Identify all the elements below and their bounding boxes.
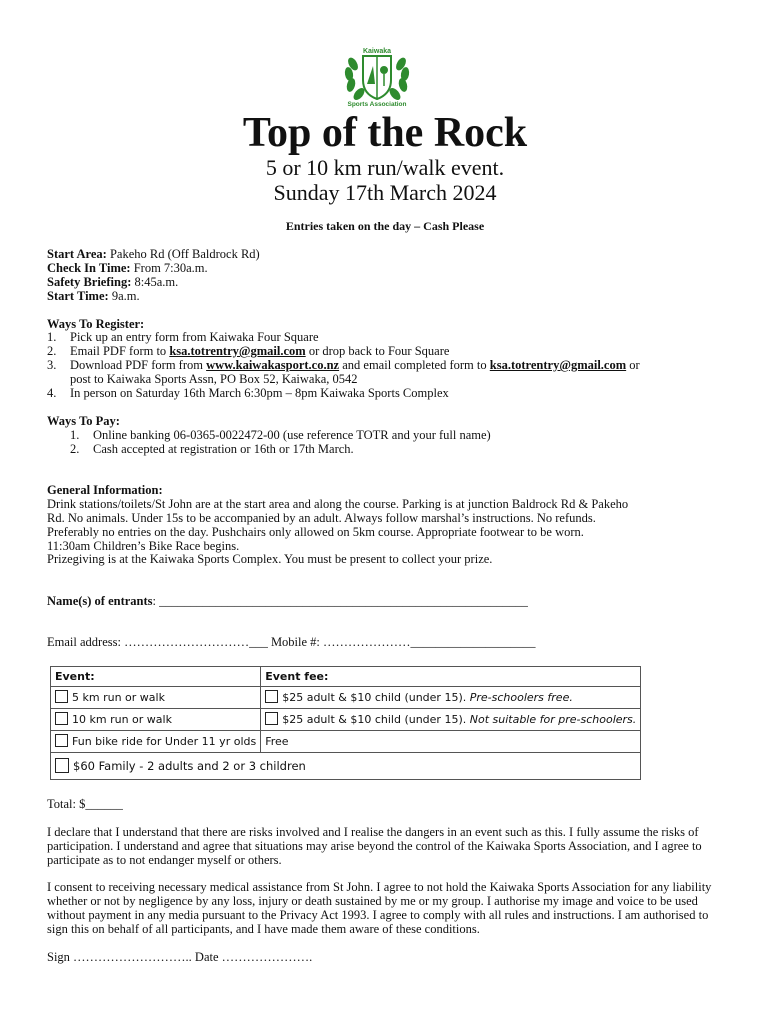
event-header: Event: — [51, 667, 261, 687]
table-row — [51, 709, 641, 731]
table-row — [51, 731, 641, 753]
register-email-link-2[interactable]: ksa.totrentry@gmail.com — [489, 358, 627, 372]
family-option[interactable]: $60 Family - 2 adults and 2 or 3 children — [51, 753, 641, 780]
declaration-text: I declare that I understand that there are risks involved and I realise the dangers in an event such as this. I fully assume the risks of participation. I understand and agree that situations may arise beyond the control of the Kaiwaka Sports Association, and I agree to participate as to not endanger myself or others. — [47, 825, 702, 867]
fee-10km[interactable]: $25 adult & $10 child (under 15). Not suitable for pre-schoolers. — [261, 709, 641, 731]
general-heading: General Information: — [47, 483, 163, 497]
pay-item-1: 1. Online banking 06-0365-0022472-00 (use reference TOTR and your full name) — [70, 428, 491, 442]
entries-note: Entries taken on the day – Cash Please — [285, 219, 485, 233]
email-mobile-field[interactable]: Email address: …………………………___ Mobile #: …………………____________________ — [47, 635, 536, 649]
kaiwaka-sports-logo — [339, 44, 415, 108]
event-table — [50, 666, 641, 780]
register-item-4: 4. In person on Saturday 16th March 6:30pm – 8pm Kaiwaka Sports Complex — [47, 386, 449, 400]
fee-5km[interactable]: $25 adult & $10 child (under 15). Pre-schoolers free. — [261, 687, 641, 709]
event-date: Sunday 17th March 2024 — [273, 180, 497, 205]
table-row-family — [51, 753, 641, 780]
website-link[interactable]: www.kaiwakasport.co.nz — [206, 358, 340, 372]
event-5km[interactable]: 5 km run or walk — [51, 687, 261, 709]
register-heading: Ways To Register: — [47, 317, 145, 331]
sign-date-field[interactable]: Sign ……………………….. Date …………………. — [47, 950, 313, 964]
register-item-3: 3. Download PDF form from www.kaiwakasport.co.nz and email completed form to ksa.totrentry@gmail.com or — [47, 358, 640, 372]
general-line: Drink stations/toilets/St John are at the start area and along the course. Parking is at junction Baldrock Rd & Pakeho — [47, 497, 629, 511]
logo-bottom-text: Sports Association — [347, 101, 407, 108]
general-line: Prizegiving is at the Kaiwaka Sports Complex. You must be present to collect your prize. — [47, 552, 493, 566]
event-10km[interactable]: 10 km run or walk — [51, 709, 261, 731]
page-title: Top of the Rock — [242, 110, 528, 156]
detail-start-area: Start Area: Pakeho Rd (Off Baldrock Rd) — [47, 247, 260, 261]
detail-check-in: Check In Time: From 7:30a.m. — [47, 261, 208, 275]
consent-text: I consent to receiving necessary medical assistance from St John. I agree to not hold the Kaiwaka Sports Association for any liability whether or not by negligence by any loss, injury or death sustained by me or my group. I authorise my image and voice to be used without payment in any media pursuant to the Privacy Act 1993. I agree to comply with all rules and instructions. I am authorised to sign this on behalf of all participants, and I have made them aware of these conditions. — [47, 880, 712, 936]
checkbox-bike[interactable] — [55, 734, 68, 747]
register-item-2: 2. Email PDF form to ksa.totrentry@gmail.com or drop back to Four Square — [47, 344, 450, 358]
pay-item-2: 2. Cash accepted at registration or 16th or 17th March. — [70, 442, 354, 456]
general-line: 11:30am Children’s Bike Race begins. — [47, 539, 240, 553]
event-bike[interactable]: Fun bike ride for Under 11 yr olds — [51, 731, 261, 753]
pay-heading: Ways To Pay: — [47, 414, 120, 428]
fee-bike: Free — [261, 731, 641, 753]
table-header-row — [51, 667, 641, 687]
table-row — [51, 687, 641, 709]
fee-header: Event fee: — [261, 667, 641, 687]
general-line: Rd. No animals. Under 15s to be accompanied by an adult. Always follow marshal’s instructions. No refunds. — [47, 511, 596, 525]
register-item-1: 1. Pick up an entry form from Kaiwaka Four Square — [47, 330, 319, 344]
checkbox-family[interactable] — [55, 758, 69, 773]
detail-safety-briefing: Safety Briefing: 8:45a.m. — [47, 275, 179, 289]
names-field[interactable]: Name(s) of entrants: ___________________________________________________________ — [47, 594, 528, 608]
register-item-3-cont: post to Kaiwaka Sports Assn, PO Box 52, Kaiwaka, 0542 — [70, 372, 358, 386]
logo-top-text: Kaiwaka — [362, 48, 392, 55]
register-email-link[interactable]: ksa.totrentry@gmail.com — [169, 344, 306, 358]
general-line: Preferably no entries on the day. Pushchairs only allowed on 5km course. Appropriate footwear to be worn. — [47, 525, 584, 539]
event-subtitle: 5 or 10 km run/walk event. — [265, 155, 505, 180]
checkbox-10km-fee[interactable] — [265, 712, 278, 725]
checkbox-5km[interactable] — [55, 690, 68, 703]
checkbox-5km-fee[interactable] — [265, 690, 278, 703]
detail-start-time: Start Time: 9a.m. — [47, 289, 140, 303]
checkbox-10km[interactable] — [55, 712, 68, 725]
total-field[interactable]: Total: $______ — [47, 797, 123, 811]
